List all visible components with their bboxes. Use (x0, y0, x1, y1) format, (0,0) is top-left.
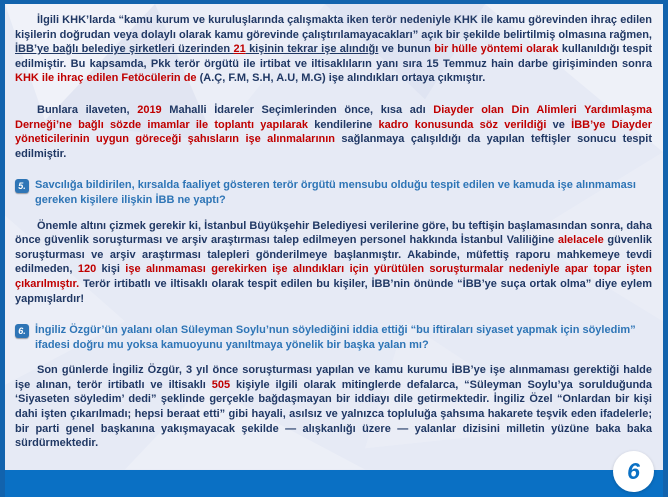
question-number-badge: 5. (15, 179, 29, 193)
text-segment: Mahalli İdareler Seçimlerinden önce, kısa adı (161, 103, 434, 116)
paragraph-security-checks (15, 219, 652, 307)
question-text: Savcılığa bildirilen, kırsalda faaliyet gösteren terör örgütü mensubu olduğu tespit edilen ve kamuda işe alınmaması gereken kişilere ilişkin İBB ne yaptı? (35, 179, 636, 206)
text-segment: kadro konusunda söz verildiği (378, 118, 547, 131)
question-number-badge: 6. (15, 324, 29, 338)
paragraph-khk-rehires (15, 13, 652, 86)
text-segment: 120 (77, 263, 97, 276)
text-segment: İBB’ye Diayder yöneticilerinin uygun göreceği şahısların işe alınmalarının (15, 118, 652, 146)
slide-body (5, 4, 663, 468)
text-segment: (A.Ç, F.M, S.H, A.U, M.G) işe alındıkları ortaya çıkmıştır. (196, 72, 486, 85)
text-segment: alelacele (557, 234, 604, 247)
text-segment: kullanıldığı tespit edilmiştir. Bu kapsamda, Pkk terör örgütü ile irtibat ve iltisaklıların yanı sıra 15 Temmuz hain darbe girişiminden sonra (15, 43, 653, 70)
question-text: İngiliz Özgür’ün yalanı olan Süleyman Soylu’nun söylediğini iddia ettiği “bu iftiraları siyaset yapmak için söyledim” ifadesi doğru mu yoksa kamuoyunu yanıltmaya yönelik bir başka yalan mı? (35, 324, 636, 351)
question-item-6 (15, 323, 652, 352)
text-segment: İlgili KHK’larda “kamu kurum ve kuruluşlarında çalışmakta iken terör nedeniyle KHK ile kamu görevinden ihraç edilen kişilerin doğrudan veya dolaylı olarak kamu görevinde çalıştırılamayacakları” açık bir şekilde belirtilmiş olmasına rağmen, (15, 14, 652, 41)
text-segment: bir hülle yöntemi olarak (434, 43, 559, 56)
text-segment: kendilerine (307, 118, 379, 131)
text-segment: kişiyle ilgili olarak mitinglerde defalarca, “Süleyman Soylu’ya sorulduğunda ‘Siyaseten söyledim’ dedi” şeklinde gerçekle bağdaşmayan bir iddiayı dile getirmektedir. İngiliz Özel “Onlardan bir kişi dahi işten çıkarılmadı; hepsi beraat etti” gibi hayali, asılsız ve yalnızca topluluğa şahsıma hakarete teşvik eden ifadelerle; bir parti genel başkanına yakışmayacak şekilde — alışkanlığı üzere — yalanlar dizisini milletin yüzüne baka baka sürdürmektedir. (15, 378, 653, 450)
text-segment: 2019 (137, 103, 162, 116)
paragraph-diayder-meetings (15, 103, 652, 161)
text-segment: 505 (211, 378, 231, 391)
text-segment: KHK ile ihraç edilen Fetöcülerin de (15, 72, 197, 85)
text-segment: kişi (96, 263, 126, 276)
text-segment: Diayder olan Din Alimleri Yardımlaşma Derneği’ne bağlı sözde imamlar ile toplantı yapılarak (15, 103, 653, 131)
text-segment: ve bunun (378, 43, 435, 56)
text-segment: güvenlik soruşturması ve arşiv araştırması talepleri gönderilmeye başlanmıştır. Akabinde, müfettiş raporu mahkemeye tevdi edilmeden, (15, 234, 652, 276)
text-segment: Önemle altını çizmek gerekir ki, İstanbul Büyükşehir Belediyesi verilerine göre, bu teftişin başlamasından sonra, daha önce güvenlik soruşturması ve arşiv araştırması talep edilmeyen personel hakkında İstanbul Valiliğine (15, 219, 652, 247)
question-item-5 (15, 178, 652, 207)
text-segment: ve (546, 118, 572, 131)
text-segment: kişinin tekrar işe alındığı (245, 43, 379, 56)
bottom-accent-bar (5, 470, 663, 497)
paragraph-ingiliz-ozgur-claims (15, 363, 652, 451)
page-number-badge (613, 451, 654, 492)
text-segment: sağlanmaya çalışıldığı da yapılan teftişler sonucu tespit edilmiştir. (15, 133, 652, 160)
text-segment: Bunlara ilaveten, (37, 103, 138, 116)
text-segment: Terör irtibatlı ve iltisaklı olarak tespit edilen bu kişiler, İBB’nin önünde “İBB’ye suça ortak olma” diye eylem yapmışlardır! (15, 277, 652, 305)
text-segment: Son günlerde İngiliz Özgür, 3 yıl önce soruşturması yapılan ve kamu kurumu İBB’ye işe alınmaması gerektiği halde işe alınan, terör irtibatlı ve iltisaklı (15, 364, 652, 391)
text-segment: 21 (233, 43, 246, 56)
page-number: 6 (627, 458, 640, 484)
text-segment: işe alınmaması gerekirken işe alındıkları için yürütülen soruşturmalar nedeniyle apar topar işten çıkarılmıştır. (15, 263, 652, 290)
text-segment: İBB’ye bağlı belediye şirketleri üzerinden (15, 43, 234, 56)
